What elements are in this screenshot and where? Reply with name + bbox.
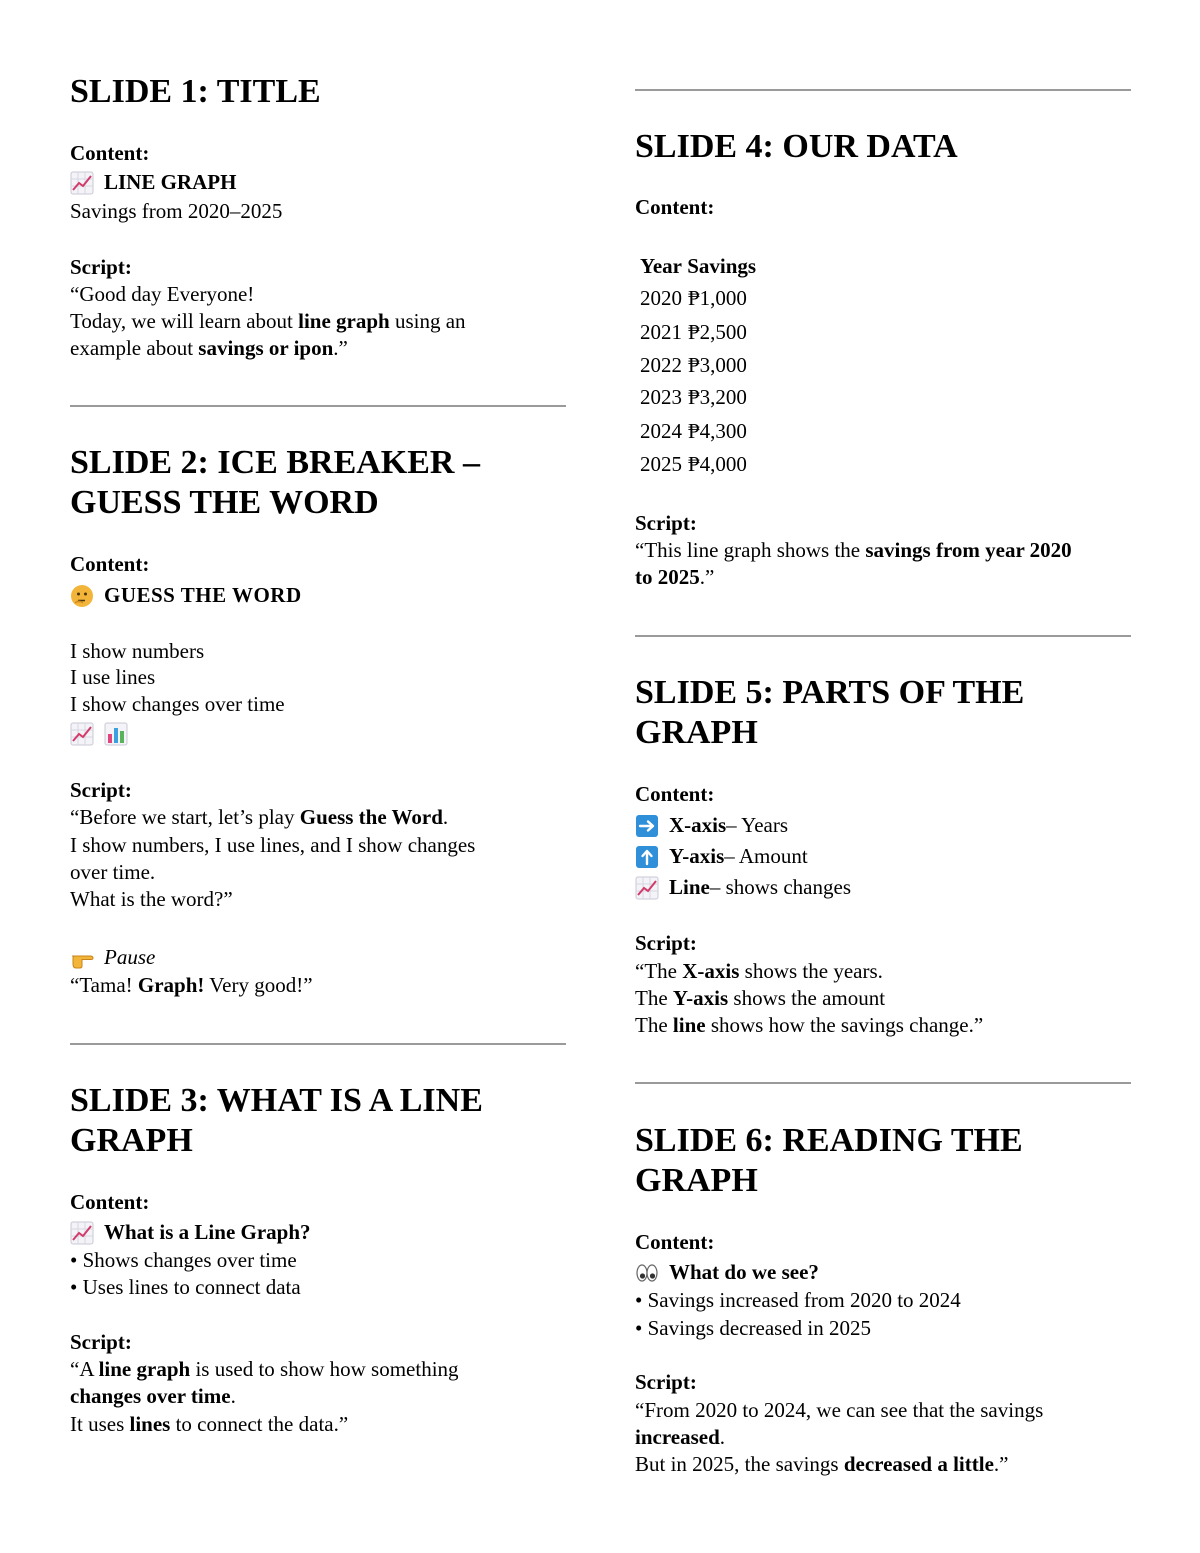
eyes-icon <box>635 1261 659 1285</box>
slide5-script-label: Script: <box>635 931 697 955</box>
slide6-script-label: Script: <box>635 1370 697 1394</box>
slide1-content-label: Content: <box>70 141 150 165</box>
slide4-script-line1: “This line graph shows the savings from year 2020 <box>635 538 1072 562</box>
slide2-script-line2: I show numbers, I use lines, and I show changes <box>70 833 476 857</box>
slide5-desc: – Years <box>726 813 789 837</box>
separator <box>70 1043 566 1045</box>
chart-increasing-icon <box>635 876 659 900</box>
table-row: 2025 ₱4,000 <box>640 452 747 476</box>
slide2-script-label: Script: <box>70 778 132 802</box>
slide1-script-label: Script: <box>70 255 132 279</box>
slide2-pause-row <box>70 944 155 971</box>
slide6-title: SLIDE 6: READING THE GRAPH <box>635 1122 1023 1199</box>
slide3-heading: What is a Line Graph? <box>104 1220 311 1244</box>
slide4-content-label: Content: <box>635 195 715 219</box>
slide5-term: Line <box>669 875 710 899</box>
table-row: 2021 ₱2,500 <box>640 320 747 344</box>
separator <box>635 1082 1131 1084</box>
slide3-script-label: Script: <box>70 1330 132 1354</box>
slide4-title: SLIDE 4: OUR DATA <box>635 128 958 165</box>
slide6-bullet-1: • Savings increased from 2020 to 2024 <box>635 1288 961 1312</box>
up-arrow-icon <box>635 845 659 869</box>
slide5-part-x-axis <box>635 812 788 839</box>
slide5-script-line2: The Y-axis shows the amount <box>635 986 886 1010</box>
chart-increasing-icon <box>70 722 94 746</box>
slide5-script-line3: The line shows how the savings change.” <box>635 1013 984 1037</box>
slide3-content-label: Content: <box>70 1190 150 1214</box>
chart-increasing-icon <box>70 1221 94 1245</box>
slide3-title: SLIDE 3: WHAT IS A LINE GRAPH <box>70 1082 483 1159</box>
slide4-script-line2: to 2025.” <box>635 565 715 589</box>
bar-chart-icon <box>104 722 128 746</box>
slide3-script-line1: “A line graph is used to show how something <box>70 1357 459 1381</box>
slide5-part-line <box>635 874 851 901</box>
slide2-pause: Pause <box>104 945 156 969</box>
slide1-heading-row <box>70 169 236 196</box>
slide6-script-line3: But in 2025, the savings decreased a little.” <box>635 1452 1009 1476</box>
slide2-icons-row <box>70 722 138 746</box>
slide2-title: SLIDE 2: ICE BREAKER – GUESS THE WORD <box>70 444 480 521</box>
slide2-heading-row <box>70 582 302 609</box>
slide2-content-label: Content: <box>70 552 150 576</box>
slide1-heading: LINE GRAPH <box>104 170 237 194</box>
slide2-clue-2: I use lines <box>70 665 156 689</box>
slide5-desc: – Amount <box>724 844 808 868</box>
table-row: 2022 ₱3,000 <box>640 353 747 377</box>
slide6-bullet-2: • Savings decreased in 2025 <box>635 1316 871 1340</box>
table-row: 2020 ₱1,000 <box>640 286 747 310</box>
slide3-script-line3: It uses lines to connect the data.” <box>70 1412 349 1436</box>
slide6-heading: What do we see? <box>669 1260 819 1284</box>
slide1-script-line2: Today, we will learn about line graph using an <box>70 309 466 333</box>
slide4-table-header: Year Savings <box>640 254 757 278</box>
slide2-heading: GUESS THE WORD <box>104 583 302 607</box>
slide5-term: Y-axis <box>669 844 725 868</box>
table-row: 2023 ₱3,200 <box>640 385 747 409</box>
slide2-script-line4: What is the word?” <box>70 887 233 911</box>
slide5-part-y-axis <box>635 843 808 870</box>
slide6-content-label: Content: <box>635 1230 715 1254</box>
slide1-subtitle: Savings from 2020–2025 <box>70 199 283 223</box>
slide5-content-label: Content: <box>635 782 715 806</box>
slide4-script-label: Script: <box>635 511 697 535</box>
separator <box>70 405 566 407</box>
slide5-title: SLIDE 5: PARTS OF THE GRAPH <box>635 674 1025 751</box>
table-row: 2024 ₱4,300 <box>640 419 747 443</box>
pointing-hand-icon <box>70 946 94 970</box>
slide6-heading-row <box>635 1259 819 1286</box>
slide2-answer: “Tama! Graph! Very good!” <box>70 973 313 997</box>
slide3-heading-row <box>70 1219 311 1246</box>
slide3-bullet-2: • Uses lines to connect data <box>70 1275 301 1299</box>
chart-increasing-icon <box>70 171 94 195</box>
separator <box>635 635 1131 637</box>
slide3-bullet-1: • Shows changes over time <box>70 1248 297 1272</box>
slide2-clue-3: I show changes over time <box>70 692 285 716</box>
slide2-script-line3: over time. <box>70 860 156 884</box>
slide2-clue-1: I show numbers <box>70 639 205 663</box>
separator <box>635 89 1131 91</box>
slide3-script-line2: changes over time. <box>70 1384 236 1408</box>
slide1-script-line3: example about savings or ipon.” <box>70 336 348 360</box>
slide5-script-line1: “The X-axis shows the years. <box>635 959 883 983</box>
slide1-script-line1: “Good day Everyone! <box>70 282 255 306</box>
slide5-desc: – shows changes <box>709 875 851 899</box>
slide6-script-line2: increased. <box>635 1425 726 1449</box>
slide5-term: X-axis <box>669 813 727 837</box>
slide1-title: SLIDE 1: TITLE <box>70 73 321 110</box>
slide2-script-line1: “Before we start, let’s play Guess the Word. <box>70 805 449 829</box>
right-arrow-icon <box>635 814 659 838</box>
slide6-script-line1: “From 2020 to 2024, we can see that the savings <box>635 1398 1044 1422</box>
thinking-face-icon <box>70 584 94 608</box>
